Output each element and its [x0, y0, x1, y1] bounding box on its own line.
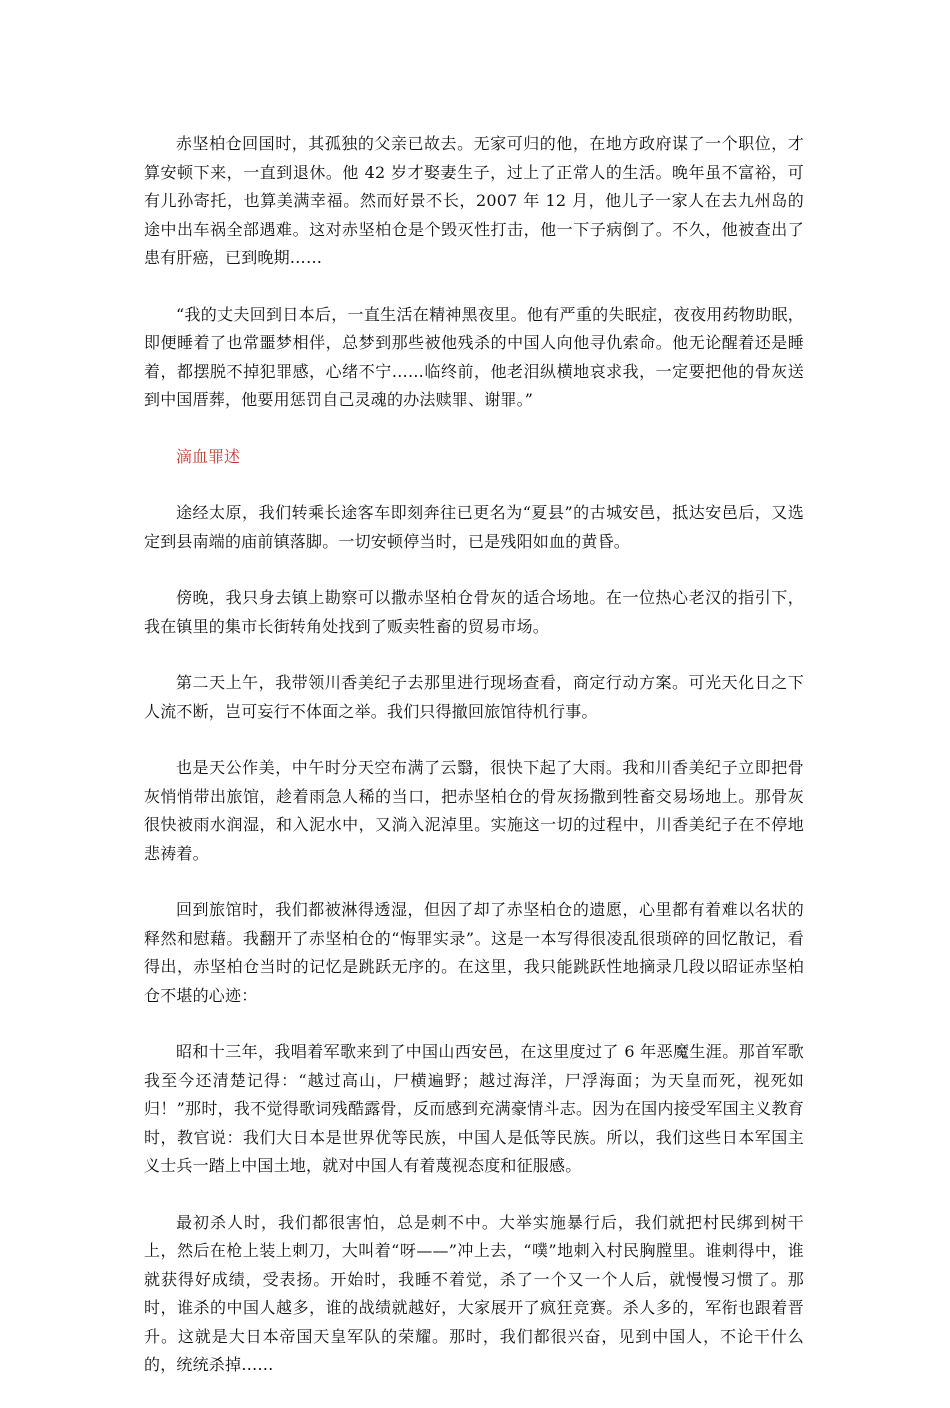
paragraph: “我的丈夫回到日本后，一直生活在精神黑夜里。他有严重的失眠症，夜夜用药物助眠，即便睡着了也常噩梦相伴，总梦到那些被他残杀的中国人向他寻仇索命。他无论醒着还是睡着，都摆脱不掉犯罪感，心绪不宁……临终前，他老泪纵横地哀求我，一定要把他的骨灰送到中国厝葬，他要用惩罚自己灵魂的办法赎罪、谢罪。”	[144, 304, 804, 409]
paragraph: 赤坚柏仓回国时，其孤独的父亲已故去。无家可归的他，在地方政府谋了一个职位，才算安顿下来，一直到退休。他 42 岁才娶妻生子，过上了正常人的生活。晚年虽不富裕，可有儿孙寄托，也算美满幸福。然而好景不长，2007 年 12 月，他儿子一家人在去九州岛的途中出车祸全部遇难。这对赤坚柏仓是个毁灭性打击，他一下子病倒了。不久，他被查出了患有肝癌，已到晚期……	[144, 134, 804, 267]
paragraph: 最初杀人时，我们都很害怕，总是刺不中。大举实施暴行后，我们就把村民绑到树干上，然后在枪上装上刺刀，大叫着“呀——”冲上去，“噗”地刺入村民胸膛里。谁刺得中，谁就获得好成绩，受表扬。开始时，我睡不着觉，杀了一个又一个人后，就慢慢习惯了。那时，谁杀的中国人越多，谁的战绩就越好，大家展开了疯狂竞赛。杀人多的，军衔也跟着晋升。这就是大日本帝国天皇军队的荣耀。那时，我们都很兴奋，见到中国人，不论干什么的，统统杀掉……	[144, 1212, 804, 1374]
section-heading: 滴血罪述	[176, 446, 241, 466]
paragraph: 途经太原，我们转乘长途客车即刻奔往已更名为“夏县”的古城安邑，抵达安邑后，又选定到县南端的庙前镇落脚。一切安顿停当时，已是残阳如血的黄昏。	[144, 503, 804, 551]
paragraph: 昭和十三年，我唱着军歌来到了中国山西安邑，在这里度过了 6 年恶魔生涯。那首军歌我至今还清楚记得：“越过高山，尸横遍野；越过海洋，尸浮海面；为天皇而死，视死如归！”那时，我不觉得歌词残酷露骨，反而感到充满豪情斗志。因为在国内接受军国主义教育时，教官说：我们大日本是世界优等民族，中国人是低等民族。所以，我们这些日本军国主义士兵一踏上中国土地，就对中国人有着蔑视态度和征服感。	[144, 1042, 804, 1175]
paragraph: 第二天上午，我带领川香美纪子去那里进行现场查看，商定行动方案。可光天化日之下人流不断，岂可妄行不体面之举。我们只得撤回旅馆待机行事。	[144, 673, 804, 721]
paragraph: 也是天公作美，中午时分天空布满了云翳，很快下起了大雨。我和川香美纪子立即把骨灰悄悄带出旅馆，趁着雨急人稀的当口，把赤坚柏仓的骨灰扬撒到牲畜交易场地上。那骨灰很快被雨水润湿，和入泥水中，又淌入泥淖里。实施这一切的过程中，川香美纪子在不停地悲祷着。	[144, 758, 804, 863]
paragraph: 傍晚，我只身去镇上勘察可以撒赤坚柏仓骨灰的适合场地。在一位热心老汉的指引下，我在镇里的集市长街转角处找到了贩卖牲畜的贸易市场。	[144, 588, 804, 636]
document-body	[144, 130, 804, 1408]
paragraph: 回到旅馆时，我们都被淋得透湿，但因了却了赤坚柏仓的遗愿，心里都有着难以名状的释然和慰藉。我翻开了赤坚柏仓的“悔罪实录”。这是一本写得很凌乱很琐碎的回忆散记，看得出，赤坚柏仓当时的记忆是跳跃无序的。在这里，我只能跳跃性地摘录几段以昭证赤坚柏仓不堪的心迹：	[144, 900, 804, 1005]
